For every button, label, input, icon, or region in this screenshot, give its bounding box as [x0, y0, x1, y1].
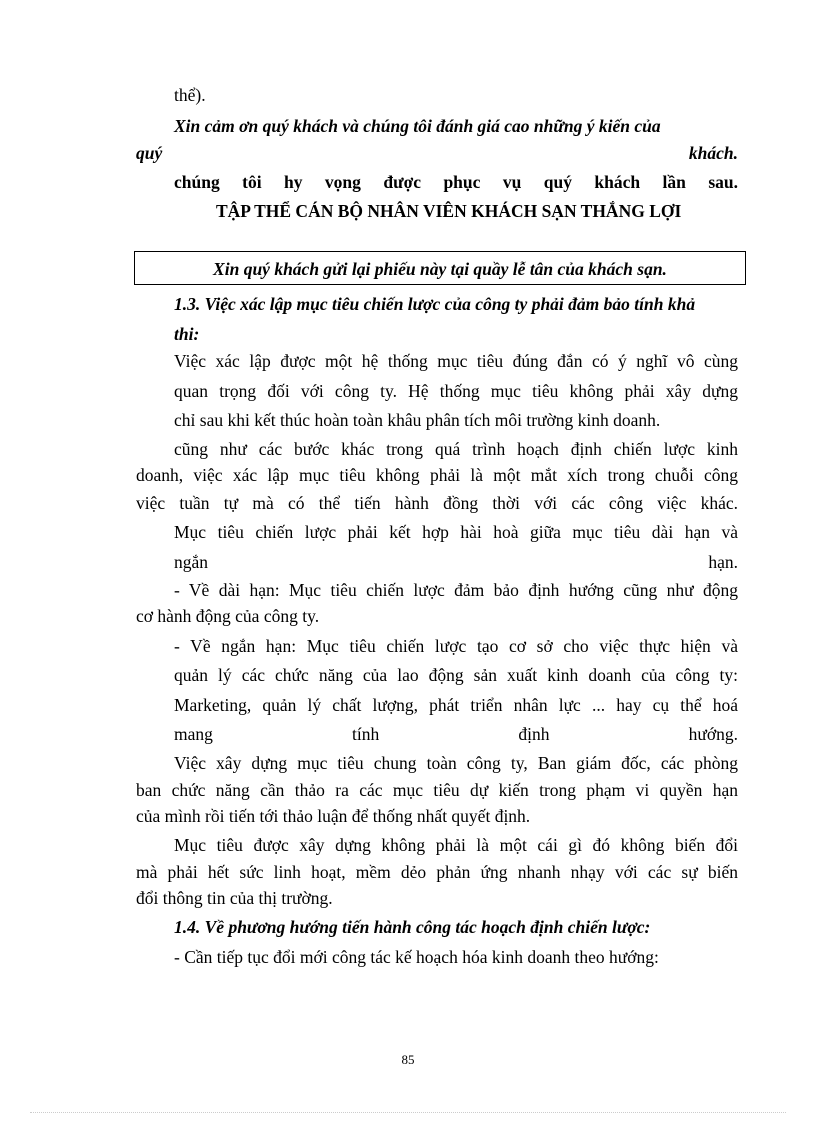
- paragraph-line: Mục tiêu được xây dựng không phải là một cái gì đó không biến đổi: [174, 835, 738, 855]
- page-number: 85: [401, 1052, 415, 1067]
- paragraph-line: Marketing, quản lý chất lượng, phát triển nhân lực ... hay cụ thể hoá: [174, 695, 738, 715]
- thank-you-line-cont: quý khách.: [136, 143, 738, 163]
- paragraph-line: - Cần tiếp tục đổi mới công tác kế hoạch hóa kinh doanh theo hướng:: [174, 947, 659, 967]
- staff-signature-line: TẬP THỂ CÁN BỘ NHÂN VIÊN KHÁCH SẠN THẮNG LỢI: [216, 201, 682, 221]
- paragraph-line: - Về dài hạn: Mục tiêu chiến lược đảm bảo định hướng cũng như động: [174, 580, 738, 600]
- paragraph-line: chỉ sau khi kết thúc hoàn toàn khâu phân tích môi trường kinh doanh.: [174, 410, 661, 430]
- paragraph-line: mà phải hết sức linh hoạt, mềm dẻo phản ứng nhanh nhạy với các sự biến: [136, 862, 738, 882]
- hope-line: chúng tôi hy vọng được phục vụ quý khách lần sau.: [174, 172, 738, 192]
- paragraph-line: Việc xây dựng mục tiêu chung toàn công ty, Ban giám đốc, các phòng: [174, 753, 738, 773]
- section-13-heading: 1.3. Việc xác lập mục tiêu chiến lược của công ty phải đảm bảo tính khả: [174, 294, 696, 314]
- paragraph-line: - Về ngắn hạn: Mục tiêu chiến lược tạo cơ sở cho việc thực hiện và: [174, 636, 738, 656]
- paragraph-line: ban chức năng cần thảo ra các mục tiêu dự kiến trong phạm vi quyền hạn: [136, 780, 738, 800]
- notice-box: [134, 251, 746, 285]
- page-bottom-rule: [30, 1112, 786, 1113]
- section-14-heading: 1.4. Về phương hướng tiến hành công tác hoạch định chiến lược:: [174, 917, 651, 937]
- paragraph-line: Mục tiêu chiến lược phải kết hợp hài hoà giữa mục tiêu dài hạn và: [174, 522, 738, 542]
- paragraph-line: ngắn hạn.: [174, 552, 738, 572]
- paragraph-line: đổi thông tin của thị trường.: [136, 888, 333, 908]
- thank-you-line: Xin cảm ơn quý khách và chúng tôi đánh giá cao những ý kiến của: [174, 116, 661, 136]
- paragraph-line: cơ hành động của công ty.: [136, 606, 320, 626]
- paragraph-line: mang tính định hướng.: [174, 724, 738, 744]
- closing-line-the: thể).: [174, 85, 206, 105]
- paragraph-line: việc tuần tự mà có thể tiến hành đồng thời với các công việc khác.: [136, 493, 738, 513]
- paragraph-line: quản lý các chức năng của lao động sản xuất kinh doanh của công ty:: [174, 665, 738, 685]
- paragraph-line: cũng như các bước khác trong quá trình hoạch định chiến lược kinh: [174, 439, 738, 459]
- notice-text: Xin quý khách gửi lại phiếu này tại quầy lễ tân của khách sạn.: [213, 259, 667, 279]
- paragraph-line: doanh, việc xác lập mục tiêu không phải là một mắt xích trong chuỗi công: [136, 465, 738, 485]
- paragraph-line: của mình rồi tiến tới thảo luận để thống nhất quyết định.: [136, 806, 531, 826]
- paragraph-line: Việc xác lập được một hệ thống mục tiêu đúng đắn có ý nghĩ vô cùng: [174, 351, 738, 371]
- paragraph-line: quan trọng đối với công ty. Hệ thống mục tiêu không phải xây dựng: [174, 381, 738, 401]
- section-13-heading-cont: thi:: [174, 324, 200, 344]
